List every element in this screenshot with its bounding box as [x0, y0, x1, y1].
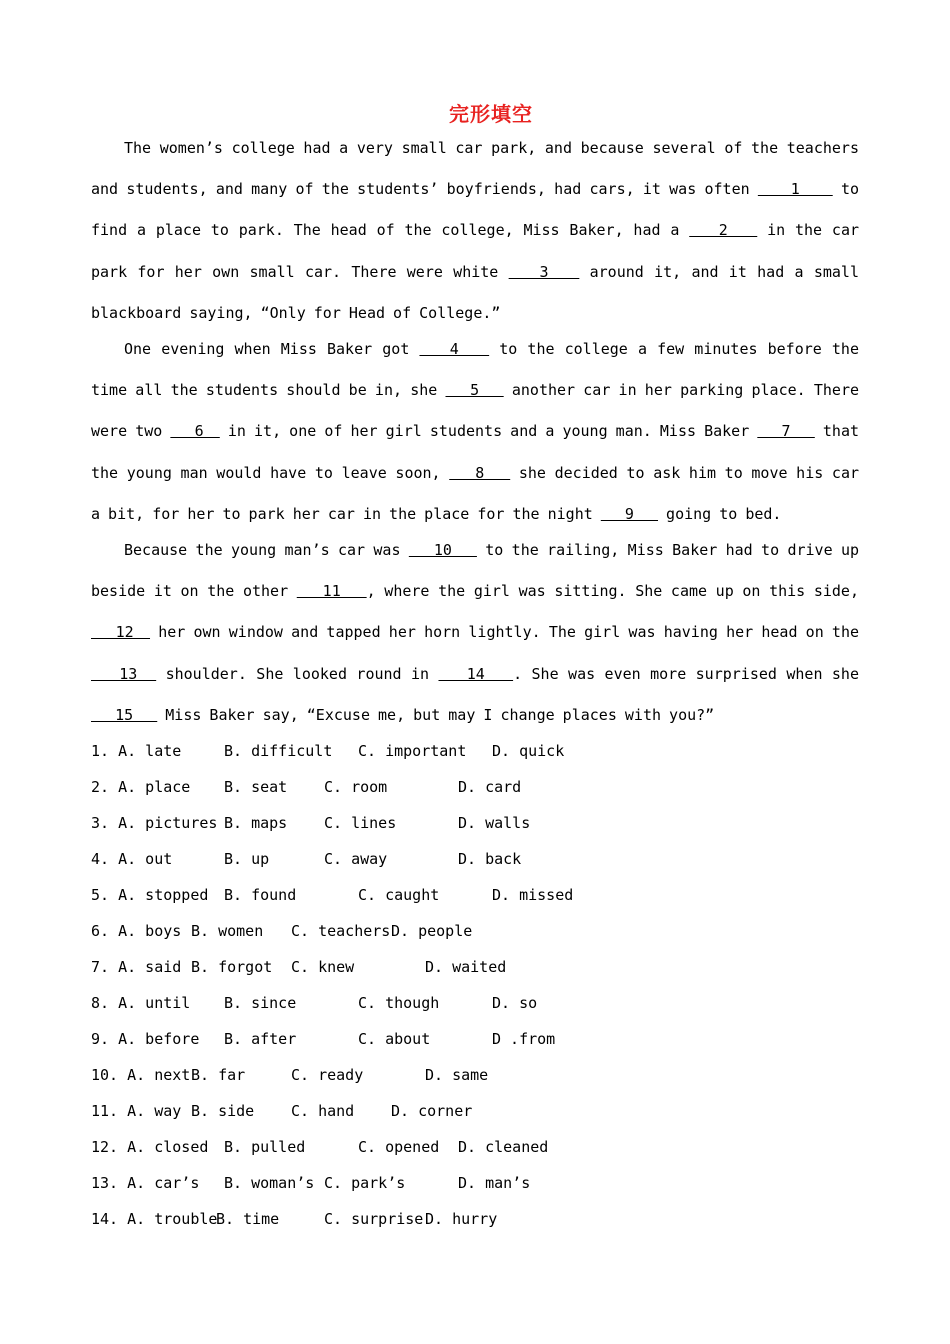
option-row-4 — [91, 848, 871, 884]
option-3-D: D. walls — [458, 814, 531, 832]
passage-text: The women’s college had a very small car park, and because several of the teachers and students, and many of the students’ boyfriends, had cars, it was often — [91, 139, 859, 199]
option-5-A: 5. A. stopped — [91, 886, 209, 904]
passage-text: to the railing, Miss Baker had to drive up beside it on the other — [91, 541, 860, 601]
answer-options-list — [91, 740, 871, 1244]
option-11-C: C. hand — [291, 1102, 355, 1120]
option-10-B: B. far — [191, 1066, 246, 1084]
option-10-D: D. same — [425, 1066, 489, 1084]
option-2-A: 2. A. place — [91, 778, 191, 796]
option-12-B: B. pulled — [224, 1138, 306, 1156]
blank-15: 15 — [91, 705, 158, 724]
option-4-C: C. away — [324, 850, 388, 868]
passage-text: her own window and tapped her horn lightly. The girl was having her head on the — [150, 623, 860, 642]
option-row-14 — [91, 1208, 871, 1244]
option-12-C: C. opened — [358, 1138, 440, 1156]
option-2-B: B. seat — [224, 778, 288, 796]
option-8-B: B. since — [224, 994, 297, 1012]
option-6-D: D. people — [391, 922, 473, 940]
blank-5: 5 — [445, 381, 504, 400]
option-11-B: B. side — [191, 1102, 255, 1120]
option-4-B: B. up — [224, 850, 270, 868]
option-row-10 — [91, 1064, 871, 1100]
blank-7: 7 — [757, 422, 815, 441]
option-8-A: 8. A. until — [91, 994, 191, 1012]
blank-2: 2 — [689, 221, 758, 240]
option-row-7 — [91, 956, 871, 992]
option-row-5 — [91, 884, 871, 920]
passage-paragraph-1 — [91, 128, 859, 334]
blank-3: 3 — [508, 262, 580, 281]
passage-text: to find a place to park. The head of the college, Miss Baker, had a — [91, 180, 860, 240]
passage-text: around it, and it had a small blackboard saying, “Only for Head of College.” — [91, 262, 859, 322]
option-9-B: B. after — [224, 1030, 297, 1048]
option-10-A: 10. A. next — [91, 1066, 191, 1084]
option-7-C: C. knew — [291, 958, 355, 976]
passage-text: she decided to ask him to move his car a bit, for her to park her car in the place for the night — [91, 463, 860, 523]
option-13-B: B. woman’s — [224, 1174, 315, 1192]
blank-10: 10 — [408, 541, 477, 559]
passage-text: another car in her parking place. There were two — [91, 381, 860, 441]
passage-text: in it, one of her girl students and a young man. Miss Baker — [219, 422, 758, 441]
option-4-A: 4. A. out — [91, 850, 173, 868]
option-14-D: D. hurry — [425, 1210, 498, 1228]
passage-paragraph-3 — [91, 530, 859, 736]
option-9-A: 9. A. before — [91, 1030, 200, 1048]
option-row-13 — [91, 1172, 871, 1208]
option-1-D: D. quick — [492, 742, 565, 760]
option-9-C: C. about — [358, 1030, 431, 1048]
blank-9: 9 — [600, 504, 659, 523]
option-4-D: D. back — [458, 850, 522, 868]
option-10-C: C. ready — [291, 1066, 364, 1084]
option-3-A: 3. A. pictures — [91, 814, 218, 832]
passage-text: . She was even more surprised when she — [513, 664, 859, 683]
option-6-A: 6. A. boys — [91, 922, 182, 940]
option-14-C: C. surprise — [324, 1210, 424, 1228]
blank-1: 1 — [757, 180, 833, 199]
option-row-1 — [91, 740, 871, 776]
option-14-A: 14. A. trouble — [91, 1210, 218, 1228]
option-3-B: B. maps — [224, 814, 288, 832]
option-row-2 — [91, 776, 871, 812]
option-row-9 — [91, 1028, 871, 1064]
blank-12: 12 — [91, 623, 151, 642]
passage-text: One evening when Miss Baker got — [124, 340, 420, 358]
passage-text: to the college a few minutes before the time all the students should be in, she — [91, 340, 859, 400]
option-row-11 — [91, 1100, 871, 1136]
option-2-D: D. card — [458, 778, 522, 796]
option-12-D: D. cleaned — [458, 1138, 549, 1156]
blank-8: 8 — [449, 463, 511, 482]
passage-text: that the young man would have to leave soon, — [91, 422, 860, 482]
option-5-B: B. found — [224, 886, 297, 904]
option-11-D: D. corner — [391, 1102, 473, 1120]
blank-4: 4 — [419, 340, 490, 358]
option-7-D: D. waited — [425, 958, 507, 976]
option-7-B: B. forgot — [191, 958, 273, 976]
option-5-C: C. caught — [358, 886, 440, 904]
passage-text: , where the girl was sitting. She came up on this side, — [366, 582, 859, 601]
option-6-B: B. women — [191, 922, 264, 940]
option-row-3 — [91, 812, 871, 848]
option-1-B: B. difficult — [224, 742, 333, 760]
passage-text: in the car park for her own small car. There were white — [91, 221, 860, 281]
option-row-12 — [91, 1136, 871, 1172]
option-row-8 — [91, 992, 871, 1028]
passage-paragraph-2 — [91, 329, 859, 535]
option-13-A: 13. A. car’s — [91, 1174, 200, 1192]
blank-14: 14 — [438, 664, 514, 683]
passage-text: Because the young man’s car was — [124, 541, 409, 559]
blank-11: 11 — [296, 582, 367, 601]
option-9-D: D .from — [492, 1030, 556, 1048]
option-13-C: C. park’s — [324, 1174, 406, 1192]
passage-text: shoulder. She looked round in — [156, 664, 439, 683]
option-1-C: C. important — [358, 742, 467, 760]
option-12-A: 12. A. closed — [91, 1138, 209, 1156]
passage-text: Miss Baker say, “Excuse me, but may I change places with you?” — [157, 705, 715, 724]
blank-13: 13 — [91, 664, 157, 683]
option-7-A: 7. A. said — [91, 958, 182, 976]
option-1-A: 1. A. late — [91, 742, 182, 760]
option-5-D: D. missed — [492, 886, 574, 904]
option-3-C: C. lines — [324, 814, 397, 832]
blank-6: 6 — [170, 422, 220, 441]
page-title: 完形填空 — [449, 102, 533, 126]
passage-text: going to bed. — [658, 504, 782, 523]
option-8-C: C. though — [358, 994, 440, 1012]
option-13-D: D. man’s — [458, 1174, 531, 1192]
option-2-C: C. room — [324, 778, 388, 796]
option-11-A: 11. A. way — [91, 1102, 182, 1120]
option-row-6 — [91, 920, 871, 956]
option-14-B: B. time — [216, 1210, 280, 1228]
option-8-D: D. so — [492, 994, 538, 1012]
option-6-C: C. teachers — [291, 922, 391, 940]
